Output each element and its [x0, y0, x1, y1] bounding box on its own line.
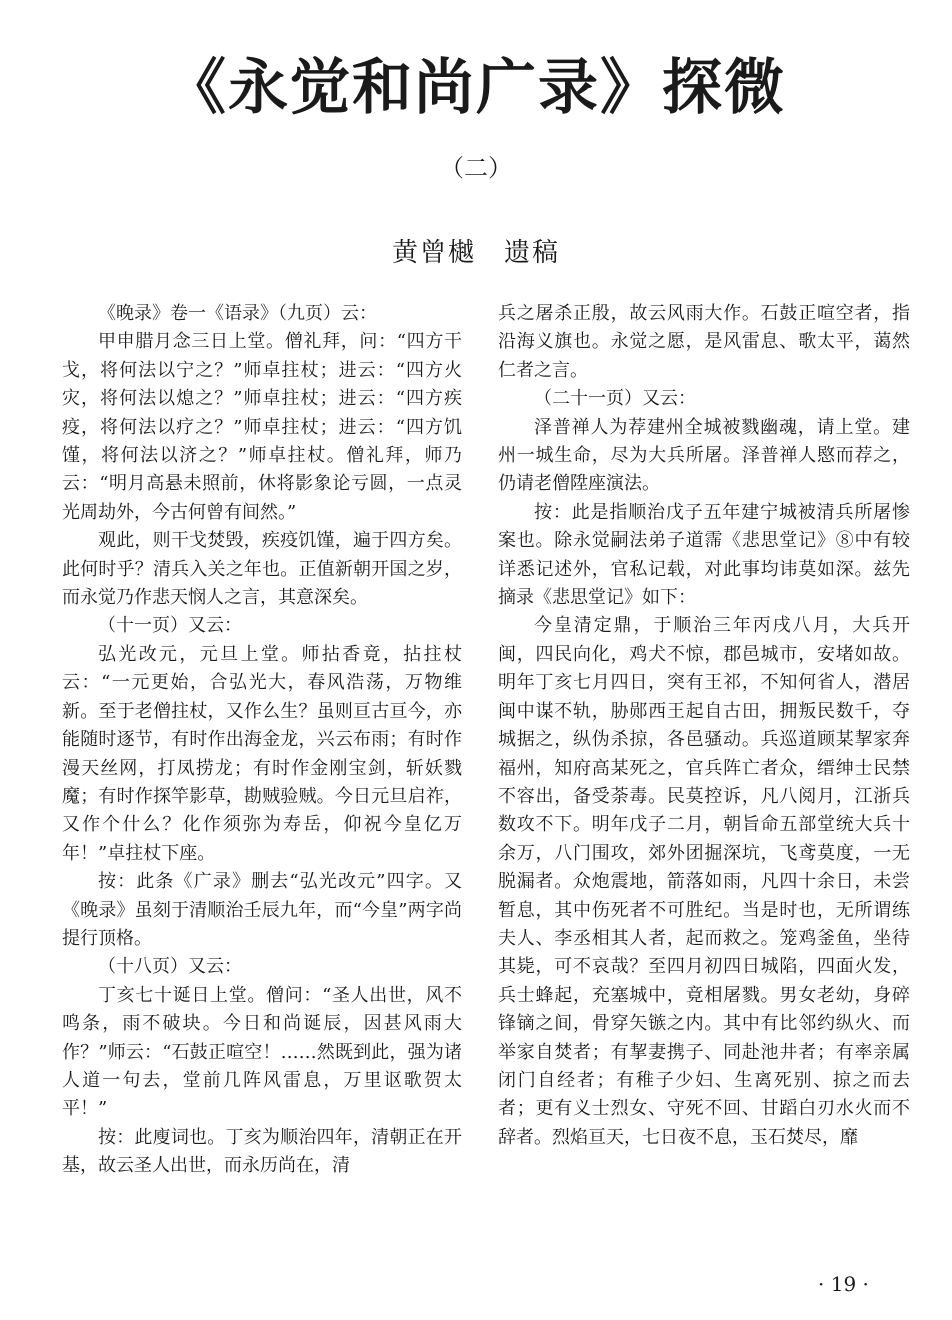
article-author: 黄曾樾 遗稿 — [391, 238, 560, 268]
paragraph: 按：此廋词也。丁亥为顺治四年，清朝正在开基，故云圣人出世，而永历尚在，清 — [62, 1126, 462, 1177]
paragraph: 按：此条《广录》删去“弘光改元”四字。又《晚录》虽刻于清顺治壬辰九年，而“今皇”两字尚提行顶格。 — [62, 871, 462, 949]
right-column — [498, 300, 910, 1152]
paragraph: （十八页）又云： — [98, 956, 242, 978]
paragraph: 泽普禅人为荐建州全城被戮幽魂，请上堂。建州一城生命，尽为大兵所屠。泽普禅人愍而荐之，仍请老僧陞座演法。 — [498, 416, 910, 495]
quoted-excerpt: 今皇清定鼎，于顺治三年丙戌八月，大兵开闽，四民向化，鸡犬不惊，郡邑城市，安堵如故。明年丁亥七月四日，突有王祁，不知何省人，潜居闽中谋不轨，胁郧西王起自古田，拥叛民数千，夺城据之，纵伪杀掠，各邑骚动。兵巡道顾某挈家奔福州，知府高某死之，官兵阵亡者众，缙绅士民禁不容出，备受荼毒。民莫控诉，凡八阅月，江浙兵数攻不下。明年戊子二月，朝旨命五部堂统大兵十余万，八门围攻，郊外团掘深坑，飞鸢莫度，一无脱漏者。众炮震地，箭落如雨，凡四十余日，未尝暂息，其中伤死者不可胜纪。当是时也，无所谓练夫人、李丞相其人者，起而救之。笼鸡釜鱼，坐待其毙，可不哀哉？至四月初四日城陷，四面火发，兵士蜂起，充塞城中，竟相屠戮。男女老幼，身碎锋镝之间，骨穿矢镞之内。其中有比邻约纵火、而举家自焚者；有挈妻携子、同赴池井者；有率亲属闭门自经者；有稚子少妇、生离死别、掠之而去者；更有义士烈女、守死不回、甘蹈白刃水火而不辞者。烈焰亘天，七日夜不息，玉石焚尽，靡 — [498, 615, 910, 1148]
paragraph: （二十一页）又云： — [534, 388, 696, 410]
paragraph: 丁亥七十诞日上堂。僧问：“圣人出世，风不鸣条，雨不破块。今日和尚诞辰，因甚风雨大作？”师云：“石鼓正喧空！……然既到此，强为诸人道一句去，堂前几阵风雷息，万里讴歌贺太平！” — [62, 984, 462, 1120]
paragraph: 观此，则干戈焚毁，疾疫饥馑，遍于四方矣。此何时乎？清兵入关之年也。正值新朝开国之岁，而永觉乃作悲天悯人之言，其意深矣。 — [62, 530, 462, 609]
paragraph: 按：此是指顺治戊子五年建宁城被清兵所屠惨案也。除永觉嗣法弟子道霈《悲思堂记》⑧中有较详悉记述外，官私记载，对此事均讳莫如深。兹先摘录《悲思堂记》如下： — [498, 501, 910, 609]
article-part-number: （二） — [440, 154, 512, 182]
article-title: 《永觉和尚广录》探微 — [166, 53, 786, 123]
paragraph: （十一页）又云： — [98, 615, 242, 637]
paragraph: 甲申腊月念三日上堂。僧礼拜，问：“四方干戈，将何法以宁之？”师卓拄杖；进云：“四方火灾，将何法以熄之？”师卓拄杖；进云：“四方疾疫，将何法以疗之？”师卓拄杖；进云：“四方饥馑，将何法以济之？”师卓拄杖。僧礼拜，师乃云：“明月高悬未照前，休将影象论亏圆，一点灵光周劫外，今古何曾有间然。” — [62, 331, 462, 523]
paragraph: 兵之屠杀正殷，故云风雨大作。石鼓正喧空者，指沿海义旗也。永觉之愿，是风雷息、歌太平，蔼然仁者之言。 — [498, 303, 910, 381]
paragraph: 《晚录》卷一《语录》（九页）云： — [98, 303, 377, 324]
page-number: · 19 · — [818, 1272, 869, 1296]
paragraph: 弘光改元，元旦上堂。师拈香竟，拈拄杖云：“一元更始，合弘光大，春风浩荡，万物维新。至于老僧拄杖，又作么生？虽则亘古亘今，亦能随时逐节，有时作出海金龙，兴云布雨；有时作漫天丝网，打凤捞龙；有时作金刚宝剑，斩妖戮魔；有时作探竿影草，勘贼验贼。今日元旦启祚，又作个什么？化作须弥为寿岳，仰祝今皇亿万年！”卓拄杖下座。 — [62, 643, 462, 864]
left-column — [62, 300, 462, 1181]
